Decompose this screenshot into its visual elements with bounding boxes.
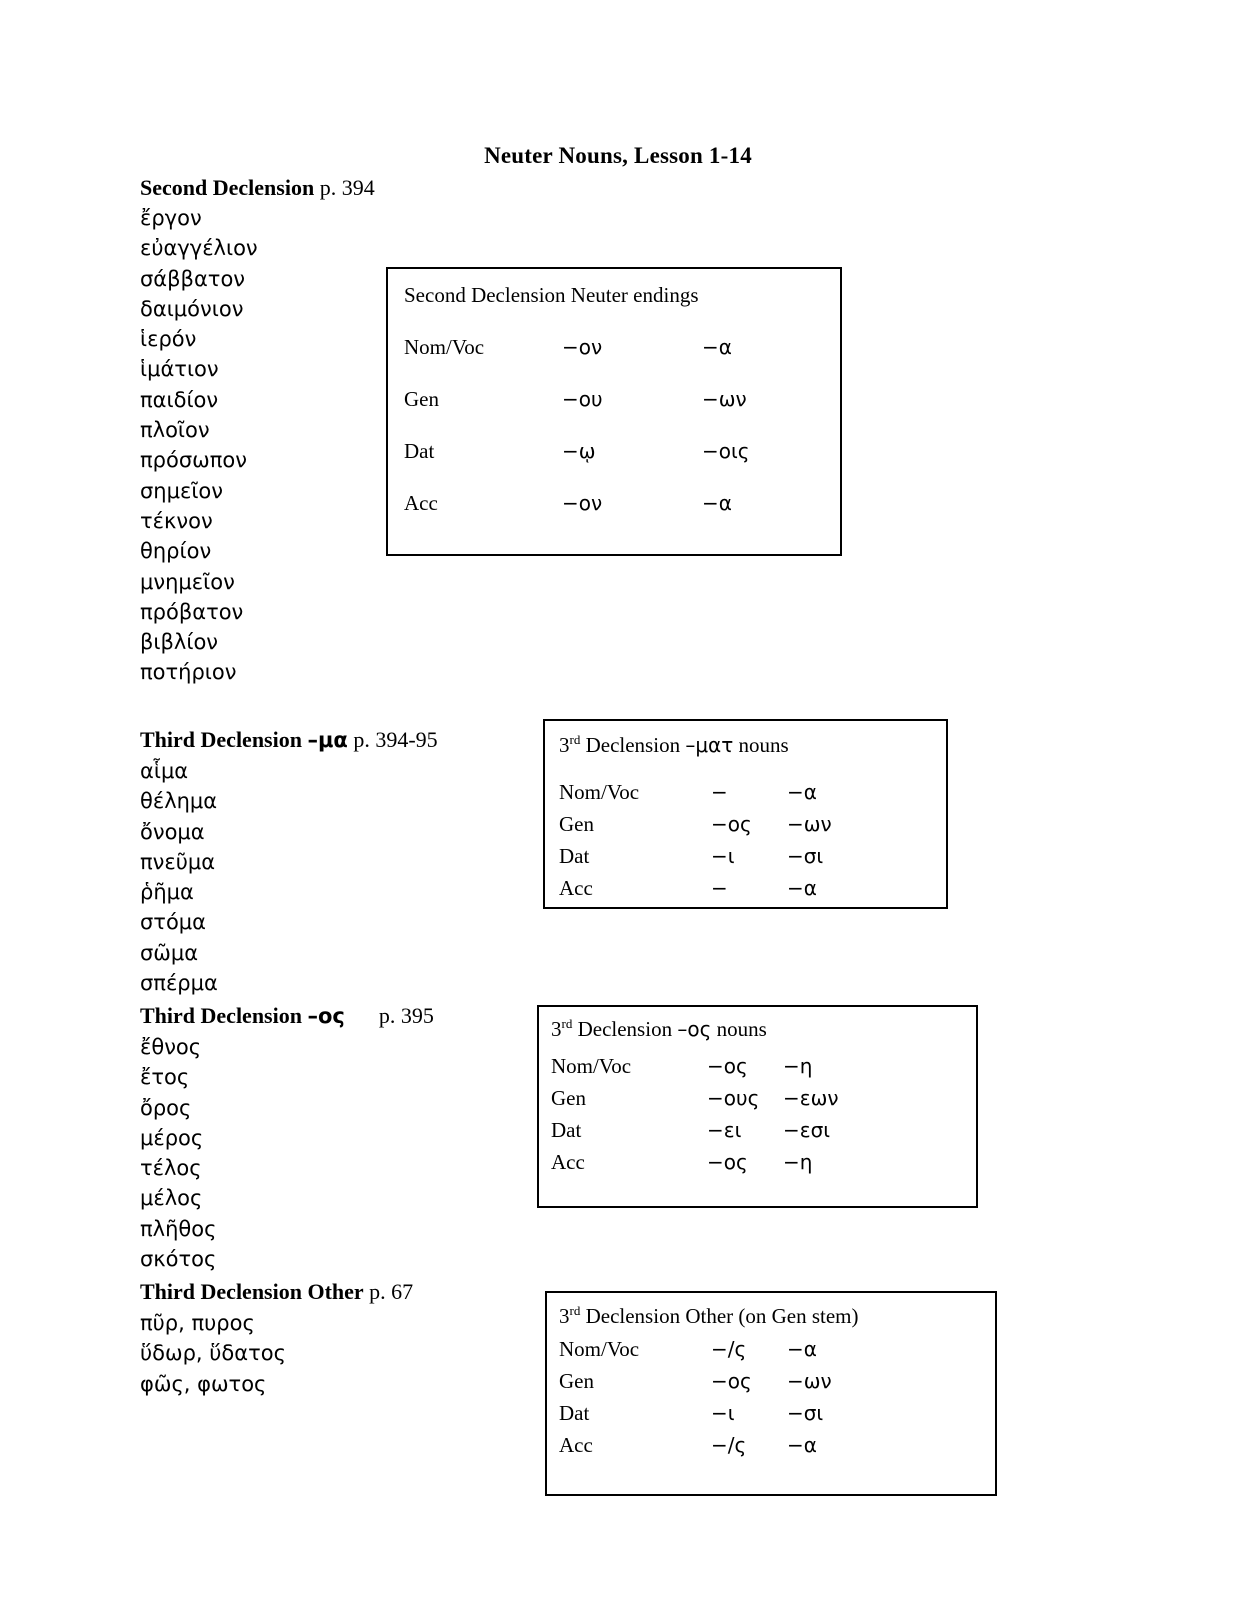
ending-singular: −/ς [711, 1433, 747, 1457]
endings-box-title-text: Second Declension Neuter endings [404, 283, 699, 307]
ending-singular: − [711, 780, 728, 804]
greek-word: ἔθνος [140, 1035, 202, 1059]
endings-box-title-suffix: nouns [733, 733, 789, 757]
greek-word: ὄρος [140, 1095, 192, 1120]
ending-plural: −σι [787, 844, 824, 868]
greek-word: μέρος [140, 1125, 204, 1150]
greek-word: ἔτος [140, 1065, 190, 1090]
greek-word: τέλος [140, 1156, 202, 1181]
greek-word: βιβλίον [140, 630, 219, 655]
section-heading-third-declension-os [140, 1003, 434, 1029]
section-heading-third-declension-ma [140, 727, 438, 753]
case-label: Acc [404, 491, 438, 515]
ending-singular: −/ς [711, 1337, 747, 1361]
page-title: Neuter Nouns, Lesson 1-14 [484, 143, 752, 168]
ending-singular: −ει [707, 1118, 742, 1142]
greek-word: ὕδωρ, ὕδατος [140, 1341, 286, 1366]
section-heading-page: p. 395 [378, 1003, 434, 1028]
ordinal-suffix: rd [569, 732, 581, 747]
case-label: Nom/Voc [551, 1054, 632, 1078]
endings-box-title [559, 733, 789, 758]
ending-singular: −ῳ [562, 439, 596, 463]
case-label: Gen [559, 812, 594, 836]
greek-word: ἱερόν [140, 327, 197, 352]
ending-plural: −α [787, 780, 817, 804]
endings-box-title [551, 1017, 767, 1042]
greek-word: σημεῖον [140, 478, 224, 503]
ending-singular: −ος [707, 1150, 748, 1174]
endings-box-title-middle: Declension Other (on Gen stem) [580, 1304, 859, 1328]
greek-word: πρόσωπον [140, 448, 247, 473]
greek-word: δαιμόνιον [140, 296, 244, 321]
case-label: Gen [404, 387, 439, 411]
endings-box-mat-nouns [543, 719, 948, 909]
ordinal-suffix: rd [569, 1303, 581, 1318]
greek-word: ῥῆμα [140, 880, 194, 905]
ending-plural: −α [787, 1433, 817, 1457]
greek-word: πλοῖον [140, 418, 210, 443]
ending-plural: −η [783, 1054, 813, 1078]
ending-singular: −ι [711, 1401, 735, 1425]
ending-plural: −α [787, 876, 817, 900]
endings-box-other-nouns [545, 1291, 997, 1496]
greek-word: ἔργον [140, 206, 202, 230]
case-label: Dat [559, 844, 590, 868]
ending-plural: −η [783, 1150, 813, 1174]
greek-word: πλῆθος [140, 1216, 217, 1241]
word-list-third-declension-other [140, 1308, 286, 1399]
ending-plural: −α [702, 335, 732, 359]
endings-box-title-suffix: nouns [711, 1017, 767, 1041]
endings-box-title [404, 283, 699, 308]
greek-word: πνεῦμα [140, 849, 216, 874]
ending-singular: −ου [562, 387, 603, 411]
ending-plural: −εσι [783, 1118, 831, 1142]
section-heading-label: Third Declension [140, 727, 302, 752]
greek-word: εὐαγγέλιον [140, 236, 258, 261]
ending-plural: −α [787, 1337, 817, 1361]
section-heading-label: Third Declension Other [140, 1279, 364, 1304]
section-heading-third-declension-other [140, 1279, 413, 1305]
case-label: Gen [559, 1369, 594, 1393]
greek-word: σῶμα [140, 940, 199, 965]
case-label: Acc [551, 1150, 585, 1174]
case-label: Gen [551, 1086, 586, 1110]
greek-word: ἱμάτιον [140, 357, 219, 382]
section-heading-greek: –μα [307, 728, 348, 752]
word-list-third-declension-os [140, 1032, 216, 1274]
ending-plural: −εων [783, 1086, 839, 1110]
endings-box-title-greek: –ματ [685, 733, 734, 757]
endings-box-title [559, 1304, 859, 1329]
ending-singular: −ι [711, 844, 735, 868]
greek-word: ὄνομα [140, 819, 205, 844]
case-label: Acc [559, 1433, 593, 1457]
endings-box-second-declension [386, 267, 842, 556]
greek-word: στόμα [140, 910, 207, 935]
case-label: Acc [559, 876, 593, 900]
endings-box-title-ordinal: 3 [559, 733, 570, 757]
section-heading-page: p. 394-95 [353, 727, 438, 752]
ending-singular: −ον [562, 335, 603, 359]
section-heading-label: Second Declension [140, 175, 315, 200]
ending-singular: −ον [562, 491, 603, 515]
ending-singular: −ος [711, 812, 752, 836]
ending-singular: −ους [707, 1086, 760, 1110]
ending-plural: −ων [787, 812, 832, 836]
ordinal-suffix: rd [561, 1016, 573, 1031]
greek-word: θέλημα [140, 789, 218, 814]
greek-word: τέκνον [140, 508, 213, 533]
greek-word: πῦρ, πυρος [140, 1311, 255, 1335]
greek-word: ποτήριον [140, 660, 237, 685]
section-heading-greek: –ος [307, 1004, 345, 1028]
ending-plural: −α [702, 491, 732, 515]
endings-box-title-middle: Declension [580, 733, 686, 757]
greek-word: πρόβατον [140, 599, 244, 624]
greek-word: φῶς, φωτος [140, 1371, 267, 1396]
ending-singular: − [711, 876, 728, 900]
ending-plural: −ων [787, 1369, 832, 1393]
greek-word: θηρίον [140, 539, 212, 564]
endings-box-title-greek: –ος [677, 1017, 712, 1041]
section-heading-label: Third Declension [140, 1003, 302, 1028]
greek-word: σπέρμα [140, 971, 218, 996]
word-list-second-declension [140, 203, 258, 688]
case-label: Nom/Voc [404, 335, 485, 359]
greek-word: σκότος [140, 1247, 217, 1272]
ending-plural: −ων [702, 387, 747, 411]
endings-box-title-middle: Declension [572, 1017, 678, 1041]
section-heading-second-declension [140, 175, 375, 201]
endings-box-title-ordinal: 3 [559, 1304, 570, 1328]
case-label: Nom/Voc [559, 1337, 640, 1361]
greek-word: αἷμα [140, 759, 189, 783]
section-heading-page: p. 394 [319, 175, 375, 200]
greek-word: μνημεῖον [140, 569, 235, 594]
case-label: Dat [559, 1401, 590, 1425]
greek-word: παιδίον [140, 387, 219, 412]
greek-word: σάββατον [140, 266, 246, 291]
endings-box-os-nouns [537, 1005, 978, 1208]
word-list-third-declension-ma [140, 756, 218, 998]
case-label: Dat [404, 439, 435, 463]
section-heading-page: p. 67 [369, 1279, 414, 1304]
case-label: Dat [551, 1118, 582, 1142]
ending-plural: −οις [702, 439, 750, 463]
case-label: Nom/Voc [559, 780, 640, 804]
ending-plural: −σι [787, 1401, 824, 1425]
endings-box-title-ordinal: 3 [551, 1017, 562, 1041]
ending-singular: −ος [707, 1054, 748, 1078]
greek-word: μέλος [140, 1186, 203, 1211]
ending-singular: −ος [711, 1369, 752, 1393]
